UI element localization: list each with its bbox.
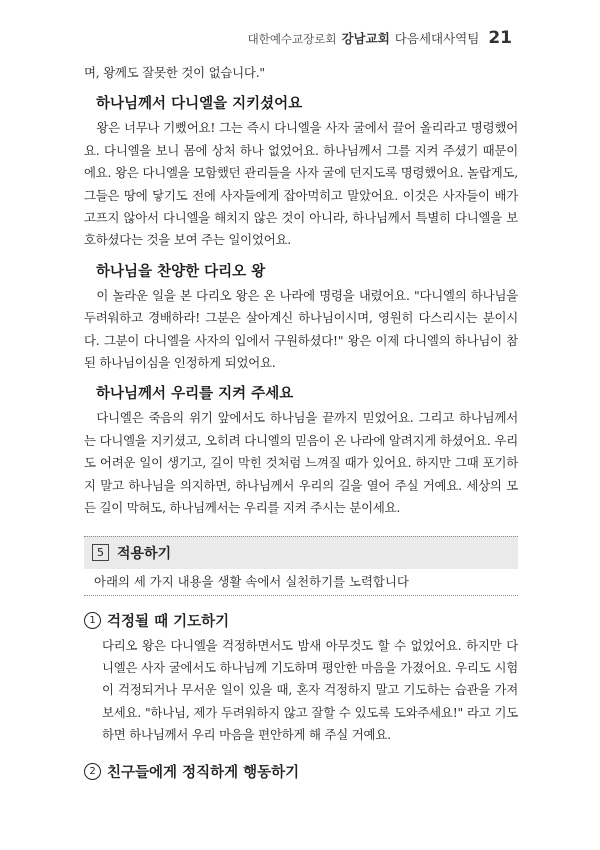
page-header bbox=[248, 28, 512, 48]
section-heading: 하나님을 찬양한 다리오 왕 bbox=[96, 263, 266, 280]
apply-title: 적용하기 bbox=[117, 545, 172, 562]
apply-header bbox=[84, 536, 518, 569]
circled-number: 1 bbox=[84, 612, 101, 629]
section-text: 이 놀라운 일을 본 다리오 왕은 온 나라에 명령을 내렸어요. "다니엘의 하나님을 두려워하고 경배하라! 그분은 살아계신 하나님이시며, 영원히 다스리시는 분이시다. 그분이 다니엘을 사자의 입에서 구원하셨다!" 왕은 이제 다니엘의 하나님이 참된 하나님이심을 인정하게 되었어요. bbox=[84, 287, 518, 371]
section-text: 왕은 너무나 기뻤어요! 그는 즉시 다니엘을 사자 굴에서 끌어 올리라고 명령했어요. 다니엘을 보니 몸에 상처 하나 없었어요. 하나님께서 그를 지켜 주셨기 때문이에요. 왕은 다니엘을 모함했던 관리들을 사자 굴에 던지도록 명령했어요. 놀랍게도, 그들은 땅에 닿기도 전에 사자들에게 잡아먹히고 말았어요. 이것은 사자들이 배가 고프지 않아서 다니엘을 해치지 않은 것이 아니라, 하나님께서 특별히 다니엘을 보호하셨다는 것을 보여 주는 일이었어요. bbox=[84, 120, 518, 248]
page-number: 21 bbox=[488, 28, 512, 48]
section-heading: 하나님께서 다니엘을 지키셨어요 bbox=[96, 96, 303, 113]
apply-intro: 아래의 세 가지 내용을 생활 속에서 실천하기를 노력합니다 bbox=[84, 569, 518, 596]
section-heading: 하나님께서 우리를 지켜 주세요 bbox=[96, 386, 294, 403]
apply-item-body bbox=[84, 635, 518, 747]
apply-item-text: 다리오 왕은 다니엘을 걱정하면서도 밤새 아무것도 할 수 없었어요. 하지만 다니엘은 사자 굴에서도 하나님께 기도하며 평안한 마음을 가졌어요. 우리도 시험이 걱정되거나 무서운 일이 있을 때, 혼자 걱정하지 말고 기도하는 습관을 가져보세요. "하나님, 제가 두려워하지 않고 잘할 수 있도록 도와주세요!" 라고 기도하면 하나님께서 우리 마음을 편안하게 해 주실 거예요. bbox=[102, 637, 518, 743]
page-content bbox=[84, 62, 518, 786]
header-team: 다음세대사역팀 bbox=[394, 31, 480, 46]
apply-item-title: 걱정될 때 기도하기 bbox=[107, 613, 230, 630]
header-org: 대한예수교장로회 bbox=[247, 32, 337, 46]
intro-line: 며, 왕께도 잘못한 것이 없습니다." bbox=[84, 65, 265, 80]
section-text: 다니엘은 죽음의 위기 앞에서도 하나님을 끝까지 믿었어요. 그리고 하나님께서는 다니엘을 지키셨고, 오히려 다니엘의 믿음이 온 나라에 알려지게 하셨어요. 우리도 어려운 일이 생기고, 길이 막힌 것처럼 느껴질 때가 있어요. 하지만 그때 포기하지 말고 하나님을 의지하면, 하나님께서 우리의 길을 열어 주실 거예요. 세상의 모든 길이 막혀도, 하나님께서는 우리를 지켜 주시는 분이세요. bbox=[84, 410, 518, 516]
apply-item-heading bbox=[84, 761, 518, 782]
circled-number: 2 bbox=[84, 763, 101, 780]
apply-item-title: 친구들에게 정직하게 행동하기 bbox=[107, 764, 300, 781]
header-church: 강남교회 bbox=[341, 31, 390, 46]
apply-number: 5 bbox=[92, 544, 109, 561]
apply-item-heading bbox=[84, 610, 518, 631]
